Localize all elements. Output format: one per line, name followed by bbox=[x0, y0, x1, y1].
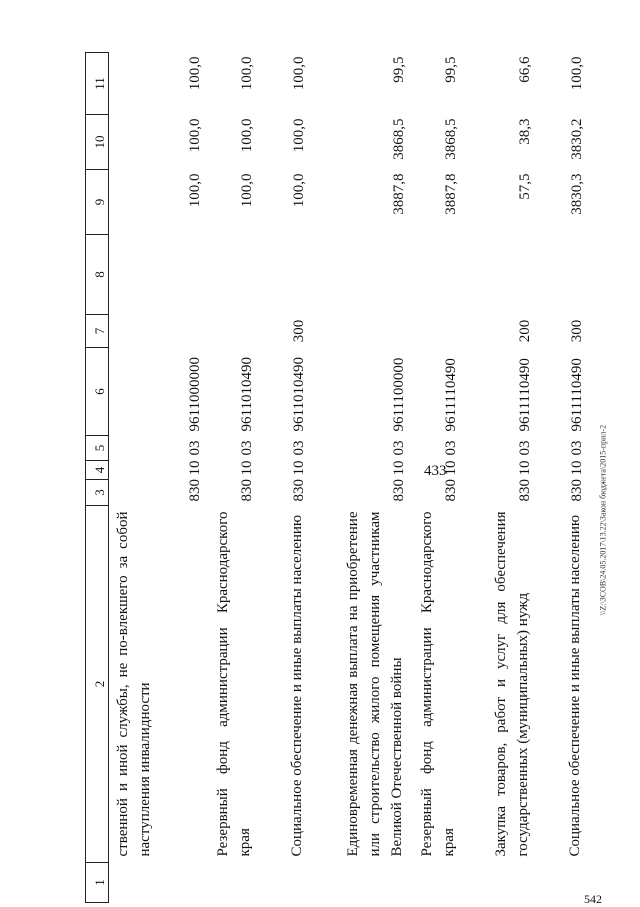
cell-c11: 99,5 bbox=[390, 56, 407, 83]
cell-c11: 99,5 bbox=[442, 56, 459, 83]
cell-c8 bbox=[181, 235, 207, 315]
cell-c4 bbox=[109, 461, 181, 480]
cell-c9: 3887,8 bbox=[442, 173, 459, 215]
cell-c3 bbox=[109, 480, 181, 506]
cell-c11: 100,0 bbox=[568, 56, 585, 91]
cell-c8 bbox=[109, 235, 181, 315]
cell-c7: 300 bbox=[568, 319, 585, 343]
table-row bbox=[259, 53, 311, 903]
cell-c5: 03 bbox=[186, 440, 203, 456]
cell-c9: 100,0 bbox=[238, 173, 255, 208]
cell-c7 bbox=[109, 315, 181, 348]
header-col-10: 10 bbox=[86, 115, 109, 170]
cell-c5: 03 bbox=[238, 440, 255, 456]
cell-c4: 10 bbox=[290, 460, 307, 476]
row-description: Социальное обеспечение и иные выплаты населению bbox=[288, 514, 305, 857]
cell-c4: 10 bbox=[442, 460, 459, 476]
cell-c5: 03 bbox=[442, 440, 459, 456]
cell-c6: 9611110490 bbox=[568, 358, 585, 432]
cell-c6: 9611110490 bbox=[442, 358, 459, 432]
cell-c10: 100,0 bbox=[186, 118, 203, 153]
table-row bbox=[181, 53, 207, 903]
cell-c7 bbox=[411, 315, 463, 348]
budget-table bbox=[85, 52, 589, 903]
cell-c4: 10 bbox=[238, 460, 255, 476]
file-path-label: \\Z:\ЗСОВ\24.05.2017\13.22\Закон бюджета\2015-прил-2 bbox=[598, 424, 608, 616]
cell-c4: 10 bbox=[568, 460, 585, 476]
cell-c11: 100,0 bbox=[238, 56, 255, 91]
cell-c8 bbox=[207, 235, 259, 315]
cell-c7 bbox=[181, 315, 207, 348]
cell-c3: 830 bbox=[290, 479, 307, 502]
table-row bbox=[109, 53, 181, 903]
cell-c3: 830 bbox=[186, 479, 203, 502]
cell-c8 bbox=[537, 235, 589, 315]
cell-c10: 3830,2 bbox=[568, 118, 585, 160]
corner-page-number: 542 bbox=[584, 892, 602, 906]
cell-c7: 300 bbox=[290, 319, 307, 343]
cell-c5: 03 bbox=[290, 440, 307, 456]
row-description: Единовременная денежная выплата на приобретение или строительство жилого помещения участникам Великой Отечественной войны bbox=[344, 511, 405, 857]
table-row bbox=[463, 53, 537, 903]
cell-c7 bbox=[207, 315, 259, 348]
cell-c3: 830 bbox=[568, 479, 585, 502]
cell-c8 bbox=[411, 235, 463, 315]
cell-c4: 10 bbox=[516, 460, 533, 476]
cell-c6 bbox=[109, 348, 181, 436]
cell-c11: 66,6 bbox=[516, 56, 533, 83]
cell-c9: 3830,3 bbox=[568, 173, 585, 215]
cell-c5: 03 bbox=[568, 440, 585, 456]
cell-c5: 03 bbox=[516, 440, 533, 456]
cell-c3: 830 bbox=[390, 479, 407, 502]
cell-c6: 9611010490 bbox=[238, 357, 255, 432]
cell-c9 bbox=[109, 170, 181, 235]
cell-c8 bbox=[259, 235, 311, 315]
cell-c10: 100,0 bbox=[238, 118, 255, 153]
row-description: ственной и иной службы, не по-влекшего за собой наступления инвалидности bbox=[115, 511, 153, 857]
cell-c11 bbox=[109, 53, 181, 115]
table-row bbox=[537, 53, 589, 903]
table-row bbox=[411, 53, 463, 903]
row-description: Резервный фонд администрации Краснодарского края bbox=[418, 511, 457, 857]
row-description: Социальное обеспечение и иные выплаты населению bbox=[566, 514, 583, 857]
cell-c7 bbox=[311, 315, 411, 348]
header-col-9: 9 bbox=[86, 170, 109, 235]
header-col-8: 8 bbox=[86, 235, 109, 315]
cell-c4: 10 bbox=[390, 460, 407, 476]
header-col-11: 11 bbox=[86, 53, 109, 115]
header-col-4: 4 bbox=[86, 461, 109, 480]
cell-c9: 3887,8 bbox=[390, 173, 407, 215]
cell-c8 bbox=[311, 235, 411, 315]
cell-c10: 3868,5 bbox=[442, 118, 459, 160]
cell-c10: 3868,5 bbox=[390, 118, 407, 160]
cell-c11: 100,0 bbox=[186, 56, 203, 91]
cell-c7: 200 bbox=[516, 319, 533, 343]
cell-c9: 100,0 bbox=[186, 173, 203, 208]
cell-c3: 830 bbox=[516, 479, 533, 502]
row-description bbox=[181, 506, 207, 863]
header-col-6: 6 bbox=[86, 348, 109, 436]
row-description: Резервный фонд администрации Краснодарского края bbox=[214, 511, 253, 857]
row-description: Закупка товаров, работ и услуг для обеспечения государственных (муниципальных) нужд bbox=[492, 511, 531, 857]
page-number: 433 bbox=[424, 463, 447, 479]
cell-c10 bbox=[109, 115, 181, 170]
cell-c6: 9611110490 bbox=[516, 358, 533, 432]
header-col-5: 5 bbox=[86, 436, 109, 461]
header-col-7: 7 bbox=[86, 315, 109, 348]
table-row bbox=[311, 53, 411, 903]
cell-c10: 38,3 bbox=[516, 118, 533, 145]
cell-c4: 10 bbox=[186, 460, 203, 476]
cell-c11: 100,0 bbox=[290, 56, 307, 91]
cell-c6: 9611100000 bbox=[390, 357, 407, 432]
cell-c6: 9611010490 bbox=[290, 357, 307, 432]
cell-c5: 03 bbox=[390, 440, 407, 456]
rotated-table-container bbox=[85, 53, 585, 903]
table-row bbox=[207, 53, 259, 903]
cell-c8 bbox=[463, 235, 537, 315]
cell-c5 bbox=[109, 436, 181, 461]
cell-c9: 57,5 bbox=[516, 173, 533, 200]
header-col-2: 2 bbox=[86, 506, 109, 863]
header-col-1: 1 bbox=[86, 863, 109, 903]
cell-c3: 830 bbox=[238, 479, 255, 502]
cell-c10: 100,0 bbox=[290, 118, 307, 153]
cell-c3: 830 bbox=[442, 479, 459, 502]
header-col-3: 3 bbox=[86, 480, 109, 506]
cell-c6: 9611000000 bbox=[186, 357, 203, 432]
cell-c9: 100,0 bbox=[290, 173, 307, 208]
table-header-row bbox=[86, 53, 109, 903]
